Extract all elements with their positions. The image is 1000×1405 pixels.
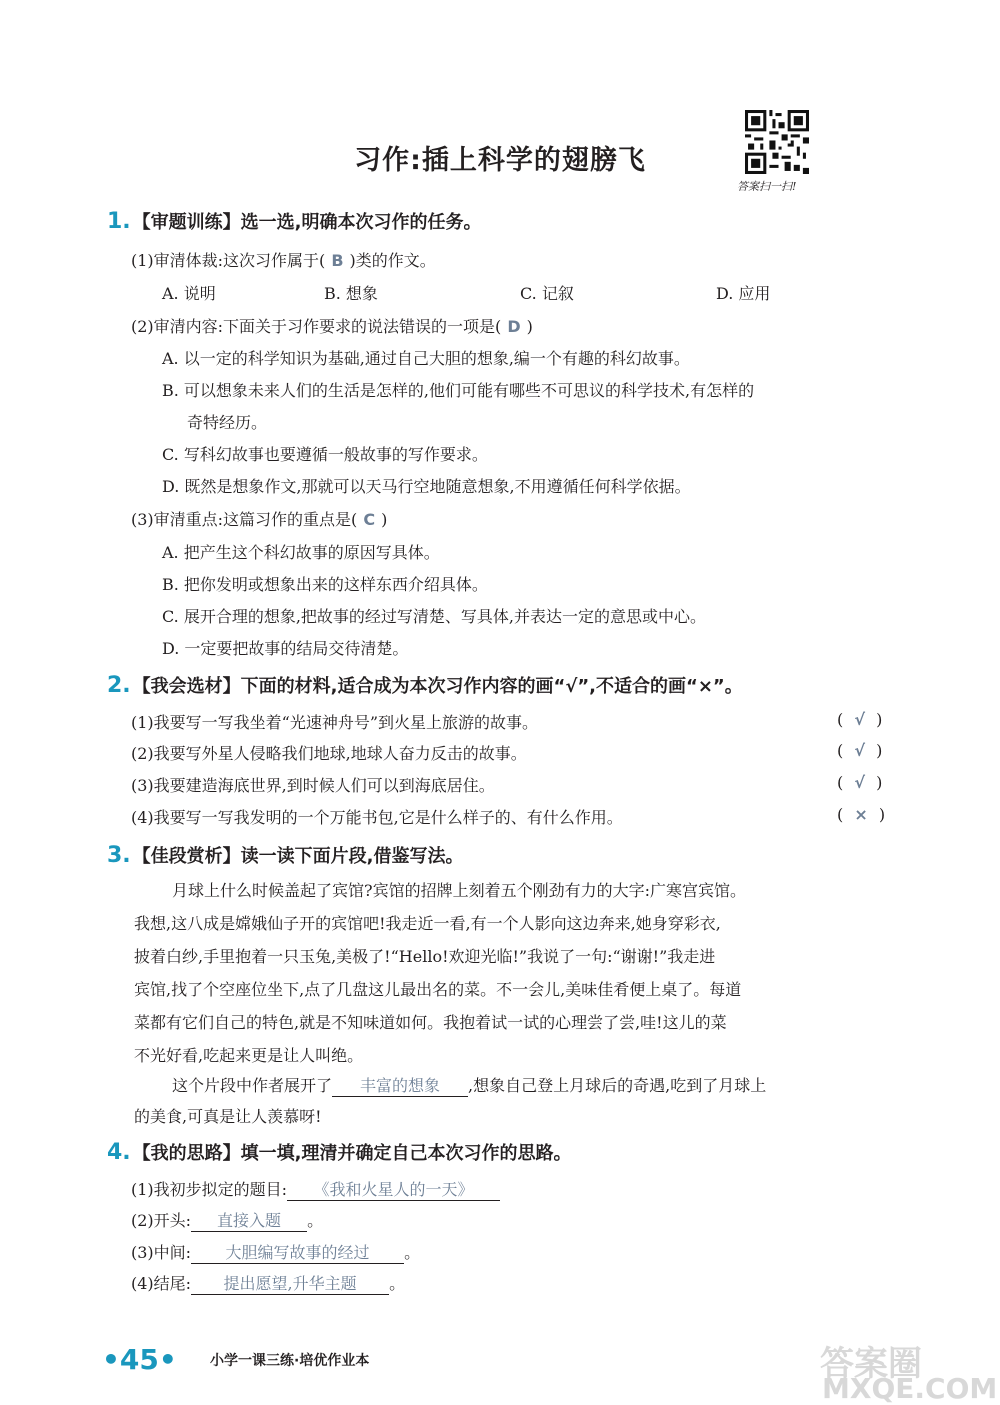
- s3-fill-line-2: 的美食,可真是让人羡慕呀!: [134, 1107, 322, 1126]
- s3-para-line-4: 宾馆,找了个空座位坐下,点了几盘这儿最出名的菜。不一会儿,美味佳肴便上桌了。每道: [134, 980, 742, 999]
- s4-item-4-end: 。: [389, 1274, 406, 1293]
- s3-para-line-5: 菜都有它们自己的特色,就是不知味道如何。我抱着试一试的心理尝了尝,哇!这儿的菜: [134, 1013, 727, 1032]
- s2-item-2: (2)我要写外星人侵略我们地球,地球人奋力反击的故事。: [131, 744, 527, 763]
- q1-1-answer: B: [331, 251, 344, 270]
- s2-item-1-mark: ( √ ): [837, 710, 883, 729]
- qr-caption: 答案扫一扫!: [737, 180, 797, 193]
- s3-fill: [172, 1073, 766, 1097]
- section-2-title: 【我会选材】下面的材料,适合成为本次习作内容的画“√”,不适合的画“×”。: [132, 676, 743, 697]
- qr-code-icon[interactable]: [745, 110, 809, 174]
- s4-item-1-answer: 《我和火星人的一天》: [287, 1177, 500, 1201]
- q1-3-option-d: D. 一定要把故事的结局交待清楚。: [162, 639, 409, 658]
- section-2-heading: [107, 672, 743, 698]
- s2-item-3-mark-value: √: [854, 773, 865, 792]
- q1-3-text: (3)审清重点:这篇习作的重点是(: [131, 510, 358, 529]
- s3-fill-text-end: ,想象自己登上月球后的奇遇,吃到了月球上: [468, 1076, 767, 1095]
- s4-item-3-answer: 大胆编写故事的经过: [191, 1240, 404, 1264]
- watermark-logo: 答案圈: [820, 1344, 922, 1384]
- s2-item-4-mark: ( × ): [837, 805, 886, 824]
- q1-1-option-d: D. 应用: [716, 284, 771, 303]
- s4-item-3-label: (3)中间:: [131, 1243, 192, 1262]
- page-title: 习作:插上科学的翅膀飞: [354, 145, 646, 176]
- q1-3-option-b: B. 把你发明或想象出来的这样东西介绍具体。: [162, 575, 488, 594]
- q1-2: [131, 314, 533, 337]
- s4-item-3: [131, 1240, 420, 1264]
- s2-item-1-mark-value: √: [854, 710, 865, 729]
- q1-2-answer: D: [507, 317, 521, 336]
- section-3-heading: [107, 842, 464, 868]
- s3-fill-answer: 丰富的想象: [332, 1073, 468, 1097]
- section-3-number: 3.: [107, 843, 131, 868]
- q1-2-text-end: ): [526, 317, 533, 336]
- s4-item-1-label: (1)我初步拟定的题目:: [131, 1180, 288, 1199]
- book-title: 小学一课三练·培优作业本: [210, 1353, 370, 1369]
- s3-para-line-2: 我想,这八成是嫦娥仙子开的宾馆吧!我走近一看,有一个人影向这边奔来,她身穿彩衣,: [134, 914, 721, 933]
- s4-item-2-answer: 直接入题: [191, 1208, 307, 1232]
- q1-2-option-a: A. 以一定的科学知识为基础,通过自己大胆的想象,编一个有趣的科幻故事。: [162, 349, 690, 368]
- s4-item-2-end: 。: [307, 1211, 324, 1230]
- q1-3-option-a: A. 把产生这个科幻故事的原因写具体。: [162, 543, 440, 562]
- watermark-url: MXQE.COM: [822, 1372, 998, 1405]
- s2-item-2-mark-value: √: [854, 741, 865, 760]
- s4-item-3-end: 。: [404, 1243, 421, 1262]
- q1-1-option-a: A. 说明: [162, 284, 216, 303]
- q1-2-text: (2)审清内容:下面关于习作要求的说法错误的一项是(: [131, 317, 502, 336]
- page-number: •45•: [102, 1343, 177, 1376]
- s3-fill-text: 这个片段中作者展开了: [172, 1076, 333, 1095]
- q1-2-option-d: D. 既然是想象作文,那就可以天马行空地随意想象,不用遵循任何科学依据。: [162, 477, 691, 496]
- s4-item-1: [131, 1177, 500, 1201]
- section-4-title: 【我的思路】填一填,理清并确定自己本次习作的思路。: [132, 1143, 572, 1164]
- q1-2-option-b-cont: 奇特经历。: [187, 413, 268, 432]
- s3-para-line-1: 月球上什么时候盖起了宾馆?宾馆的招牌上刻着五个刚劲有力的大字:广寒宫宾馆。: [172, 881, 746, 900]
- s4-item-4-answer: 提出愿望,升华主题: [191, 1271, 389, 1295]
- section-3-title: 【佳段赏析】读一读下面片段,借鉴写法。: [132, 846, 464, 867]
- section-4-number: 4.: [107, 1140, 131, 1165]
- s3-para-line-6: 不光好看,吃起来更是让人叫绝。: [134, 1046, 364, 1065]
- section-1-number: 1.: [107, 209, 131, 234]
- q1-1-text: (1)审清体裁:这次习作属于(: [131, 251, 326, 270]
- s4-item-2: [131, 1208, 323, 1232]
- q1-1: [131, 248, 436, 271]
- s2-item-4: (4)我要写一写我发明的一个万能书包,它是什么样子的、有什么作用。: [131, 808, 623, 827]
- q1-3-option-c: C. 展开合理的想象,把故事的经过写清楚、写具体,并表达一定的意思或中心。: [162, 607, 707, 626]
- q1-3: [131, 507, 387, 530]
- q1-1-option-b: B. 想象: [324, 284, 378, 303]
- s2-item-2-mark: ( √ ): [837, 741, 883, 760]
- q1-1-option-c: C. 记叙: [520, 284, 574, 303]
- section-2-number: 2.: [107, 673, 131, 698]
- q1-2-option-c: C. 写科幻故事也要遵循一般故事的写作要求。: [162, 445, 488, 464]
- section-1-heading: [107, 208, 482, 234]
- q1-1-text-end: )类的作文。: [349, 251, 436, 270]
- section-4-heading: [107, 1139, 572, 1165]
- q1-2-option-b: B. 可以想象未来人们的生活是怎样的,他们可能有哪些不可思议的科学技术,有怎样的: [162, 381, 755, 400]
- section-1-title: 【审题训练】选一选,明确本次习作的任务。: [132, 212, 482, 233]
- s4-item-2-label: (2)开头:: [131, 1211, 192, 1230]
- s2-item-1: (1)我要写一写我坐着“光速神舟号”到火星上旅游的故事。: [131, 713, 539, 732]
- s2-item-3: (3)我要建造海底世界,到时候人们可以到海底居住。: [131, 776, 495, 795]
- q1-3-text-end: ): [381, 510, 388, 529]
- s3-para-line-3: 披着白纱,手里抱着一只玉兔,美极了!“Hello!欢迎光临!”我说了一句:“谢谢!”我走进: [134, 947, 716, 966]
- s4-item-4: [131, 1271, 405, 1295]
- s2-item-3-mark: ( √ ): [837, 773, 883, 792]
- q1-3-answer: C: [363, 510, 376, 529]
- s2-item-4-mark-value: ×: [854, 805, 868, 824]
- s4-item-4-label: (4)结尾:: [131, 1274, 192, 1293]
